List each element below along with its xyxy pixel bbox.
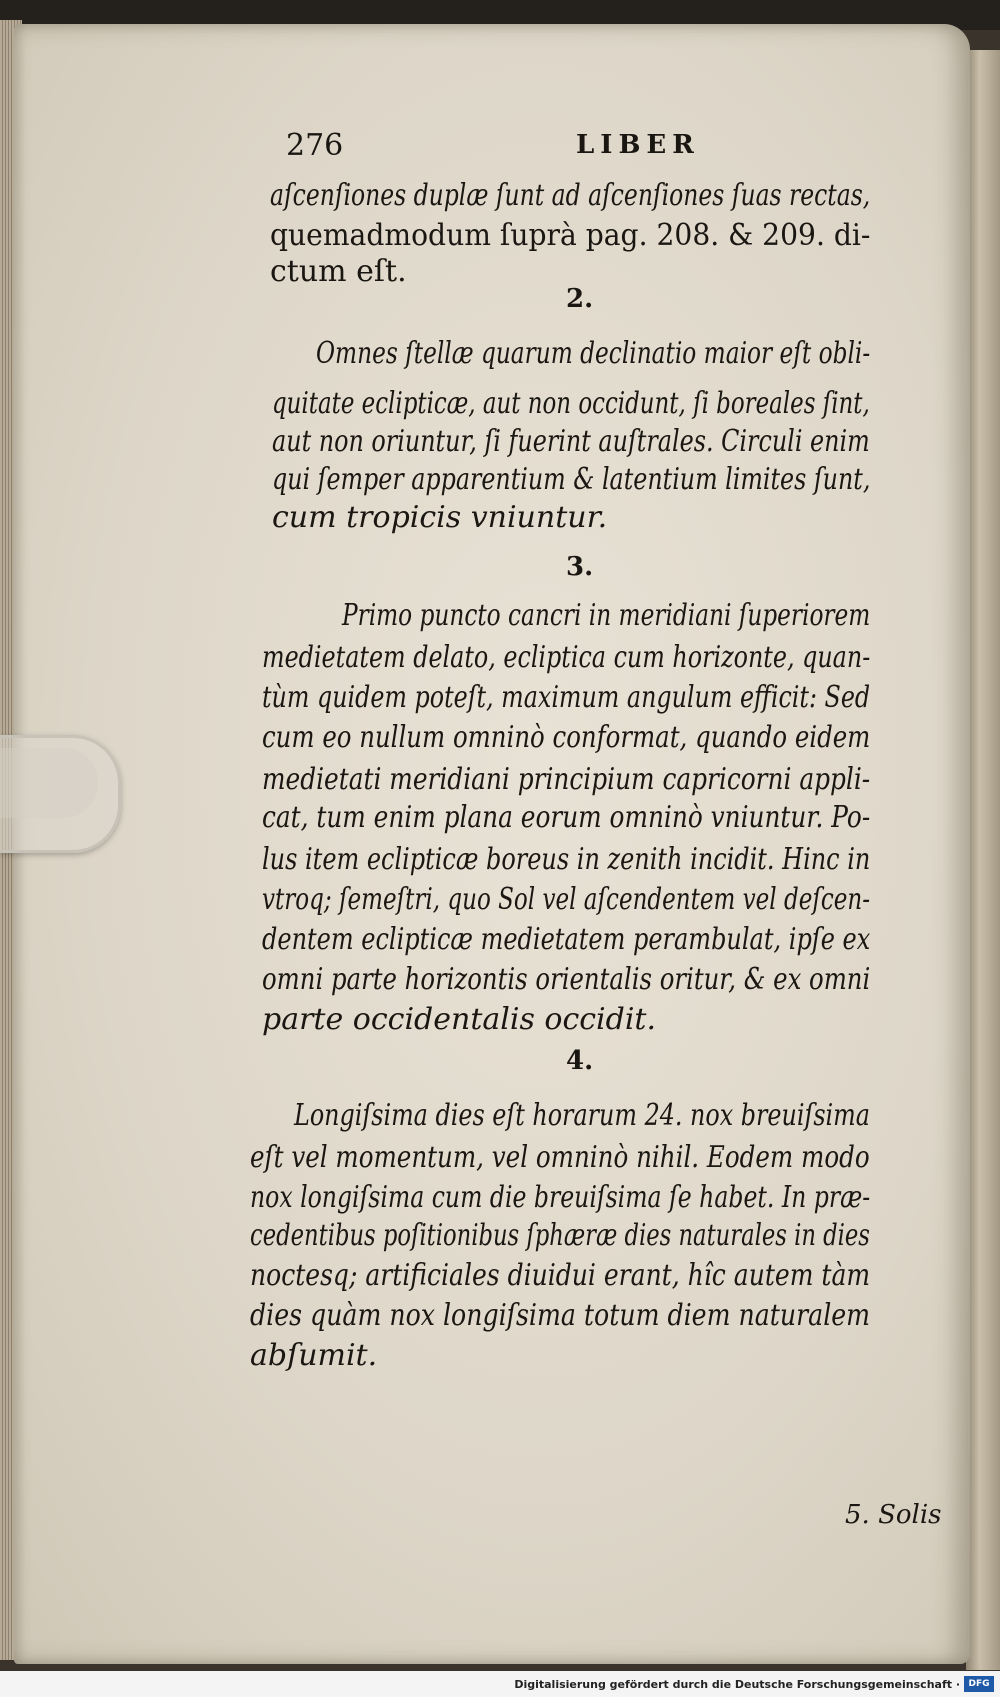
dfg-logo: DFG [964,1676,994,1692]
catchword: 5. Solis [845,1500,942,1530]
text-line: Omnes ſtellæ quarum declinatio maior eſt obli- [316,336,871,371]
paragraph-number: 2. [566,284,594,314]
text-line: cum tropicis vniuntur. [272,500,608,535]
text-line: parte occidentalis occidit. [262,1002,657,1037]
text-line: vtroq; ſemeſtri, quo Sol vel aſcendentem vel deſcen- [262,882,871,917]
text-line: medietatem delato, ecliptica cum horizonte, quan- [262,640,871,675]
text-line: quemadmodum ſuprà pag. 208. & 209. di- [270,218,871,253]
text-line: dentem eclipticæ medietatem perambulat, ipſe ex [262,922,871,957]
text-line: cat, tum enim plana eorum omninò vniuntur. Po- [262,800,871,835]
page-number: 276 [286,128,344,163]
text-line: Primo puncto cancri in meridiani ſuperiorem [342,598,871,633]
footer-credit: Digitalisierung gefördert durch die Deutsche Forschungsgemeinschaft · [514,1678,960,1691]
text-line: lus item eclipticæ boreus in zenith incidit. Hinc in [262,842,871,877]
text-line: medietati meridiani principium capricorni appli- [262,762,871,797]
text-line: dies quàm nox longiſsima totum diem naturalem [250,1298,871,1333]
text-line: cum eo nullum omninò conformat, quando eidem [262,720,871,755]
text-line: noctesq; artificiales diuidui erant, hîc autem tàm [250,1258,871,1293]
text-line: eſt vel momentum, vel omninò nihil. Eodem modo [250,1140,870,1175]
text-line: aut non oriuntur, ſi fuerint auſtrales. Circuli enim [272,424,870,459]
text-line: nox longiſsima cum die breuiſsima ſe habet. In præ- [250,1180,871,1215]
text-line: cedentibus poſitionibus ſphæræ dies naturales in dies [250,1218,870,1253]
running-head: LIBER [576,130,700,160]
paragraph-number: 4. [566,1046,594,1076]
text-line: Longiſsima dies eſt horarum 24. nox breuiſsima [294,1098,870,1133]
text-line: ctum eſt. [270,254,407,289]
text-line: abſumit. [250,1338,378,1373]
text-line: omni parte horizontis orientalis oritur, & ex omni [262,962,871,997]
text-line: aſcenſiones duplæ ſunt ad aſcenſiones ſuas rectas, [270,178,871,213]
paragraph-number: 3. [566,552,594,582]
text-line: qui ſemper apparentium & latentium limites ſunt, [272,462,871,497]
text-line: quitate eclipticæ, aut non occidunt, ſi boreales ſint, [272,386,870,421]
text-line: tùm quidem poteſt, maximum angulum efficit: Sed [262,680,871,715]
